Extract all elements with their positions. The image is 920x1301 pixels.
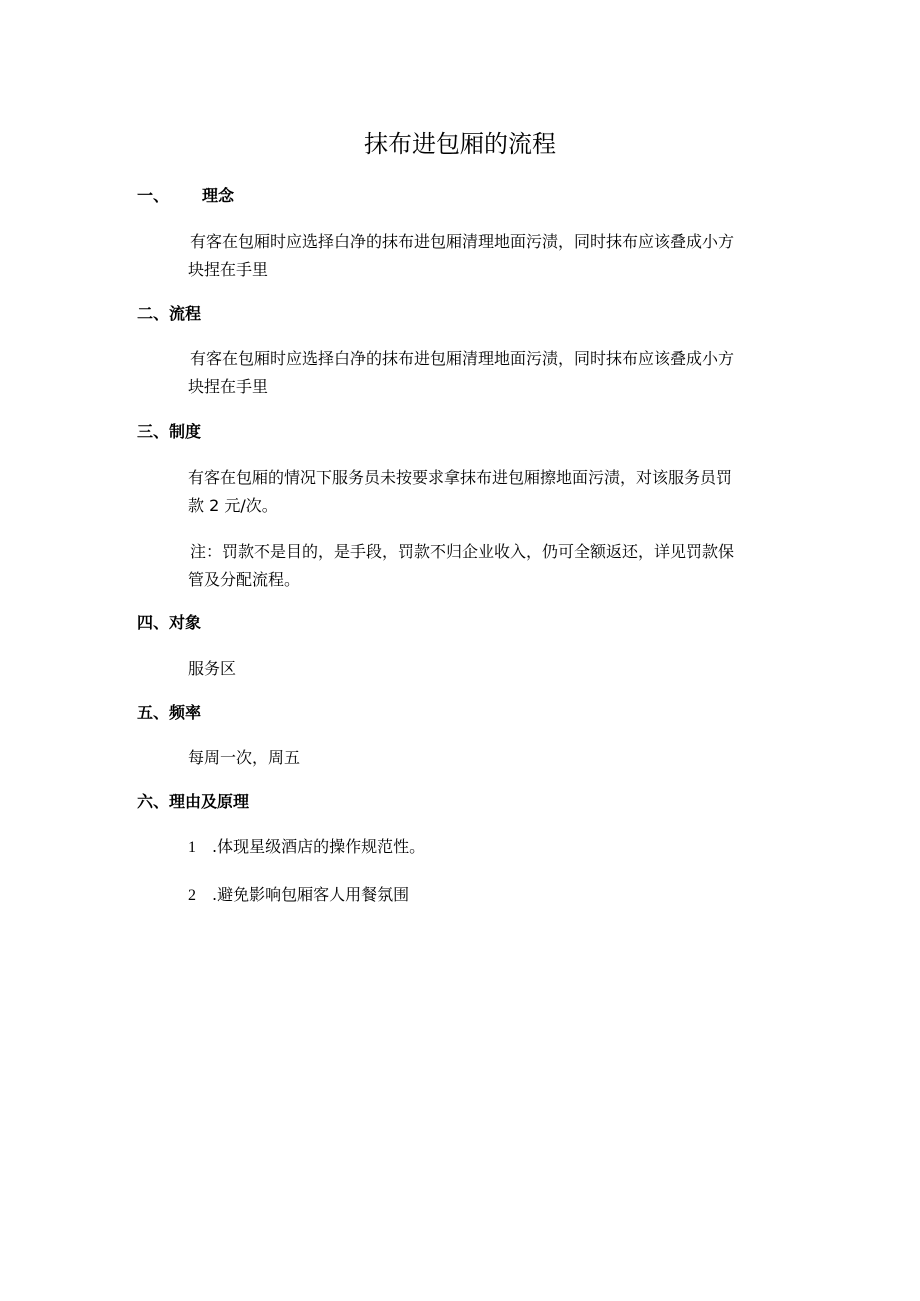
section-number: 五、 xyxy=(137,703,170,722)
section-title: 对象 xyxy=(169,613,202,632)
section-body-2 xyxy=(188,345,788,401)
paragraph-line: 服务区 xyxy=(188,659,237,678)
paragraph-line: 有客在包厢的情况下服务员未按要求拿抹布进包厢擦地面污渍，对该服务员罚 xyxy=(188,468,733,487)
section-heading-1 xyxy=(137,184,234,208)
paragraph-line: 款 2 元/次。 xyxy=(188,496,278,515)
section-heading-4 xyxy=(137,611,201,635)
section-title: 理由及原理 xyxy=(169,792,250,811)
list-item-index: 2 xyxy=(188,887,196,904)
section-number: 四、 xyxy=(137,613,170,632)
paragraph-line: 块捏在手里 xyxy=(188,260,269,279)
paragraph-line: 每周一次，周五 xyxy=(188,748,301,767)
section-number: 二、 xyxy=(137,304,170,323)
section-title: 频率 xyxy=(169,703,202,722)
list-item-index: 1 xyxy=(188,839,196,856)
section-number: 六、 xyxy=(137,792,170,811)
section-number: 一、 xyxy=(137,186,170,205)
list-item xyxy=(188,883,409,908)
section-heading-3 xyxy=(137,420,201,444)
section-heading-2 xyxy=(137,302,201,326)
section-title: 制度 xyxy=(169,422,202,441)
section-heading-6 xyxy=(137,790,249,814)
paragraph-line: 有客在包厢时应选择白净的抹布进包厢清理地面污渍，同时抹布应该叠成小方 xyxy=(190,232,735,251)
section-body-1 xyxy=(188,228,788,284)
section-title: 流程 xyxy=(169,304,202,323)
section-body-3 xyxy=(188,464,788,520)
document-title: 抹布进包厢的流程 xyxy=(364,130,556,158)
paragraph-line: 有客在包厢时应选择白净的抹布进包厢清理地面污渍，同时抹布应该叠成小方 xyxy=(190,349,735,368)
list-item xyxy=(188,835,425,860)
list-item-text: .避免影响包厢客人用餐氛围 xyxy=(212,885,410,904)
section-heading-5 xyxy=(137,701,201,725)
section-title: 理念 xyxy=(202,186,235,205)
list-item-text: .体现星级酒店的操作规范性。 xyxy=(212,837,426,856)
note-line: 管及分配流程。 xyxy=(188,570,301,589)
paragraph-line: 块捏在手里 xyxy=(188,377,269,396)
section-body-4 xyxy=(188,655,788,683)
section-number: 三、 xyxy=(137,422,170,441)
section-note-3 xyxy=(188,538,788,594)
section-body-5 xyxy=(188,744,788,772)
note-line: 注：罚款不是目的，是手段，罚款不归企业收入，仍可全额返还，详见罚款保 xyxy=(190,542,735,561)
